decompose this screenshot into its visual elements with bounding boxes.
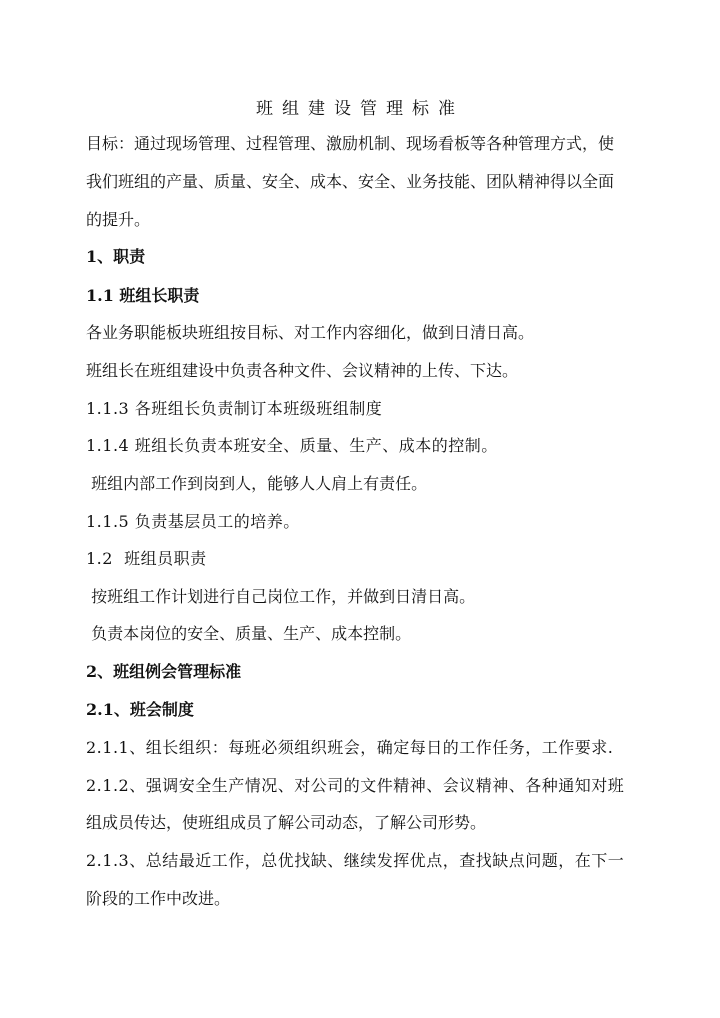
paragraph-line: 负责本岗位的安全、质量、生产、成本控制。 — [86, 624, 412, 643]
section-heading: 1、职责 — [86, 247, 146, 266]
paragraph-line: 1.1.5 负责基层员工的培养。 — [86, 512, 300, 531]
subsection-heading: 1.1 班组长职责 — [86, 286, 200, 305]
paragraph-line: 班组长在班组建设中负责各种文件、会议精神的上传、下达。 — [86, 361, 519, 380]
paragraph-line: 的提升。 — [86, 210, 151, 229]
document-title: 班组建设管理标准 — [256, 99, 464, 119]
paragraph-line: 目标：通过现场管理、过程管理、激励机制、现场看板等各种管理方式，使 — [86, 134, 615, 153]
paragraph-line: 组成员传达，使班组成员了解公司动态，了解公司形势。 — [86, 813, 487, 832]
subsection-heading: 2.1、班会制度 — [86, 700, 194, 719]
paragraph-line: 我们班组的产量、质量、安全、成本、安全、业务技能、团队精神得以全面 — [86, 172, 615, 191]
subsection-heading-plain: 1.2 班组员职责 — [86, 549, 207, 568]
paragraph-line: 各业务职能板块班组按目标、对工作内容细化，做到日清日高。 — [86, 323, 535, 342]
paragraph-line: 2.1.1、组长组织：每班必须组织班会，确定每日的工作任务，工作要求. — [86, 738, 614, 757]
paragraph-line: 1.1.3 各班组长负责制订本班级班组制度 — [86, 399, 383, 418]
paragraph-line: 1.1.4 班组长负责本班安全、质量、生产、成本的控制。 — [86, 436, 498, 455]
paragraph-line: 2.1.2、强调安全生产情况、对公司的文件精神、会议精神、各种通知对班 — [86, 776, 625, 795]
section-heading: 2、班组例会管理标准 — [86, 662, 242, 681]
paragraph-line: 阶段的工作中改进。 — [86, 889, 231, 908]
paragraph-line: 班组内部工作到岗到人，能够人人肩上有责任。 — [86, 474, 428, 493]
paragraph-line: 按班组工作计划进行自己岗位工作，并做到日清日高。 — [86, 587, 476, 606]
paragraph-line: 2.1.3、总结最近工作，总优找缺、继续发挥优点，查找缺点问题，在下一 — [86, 851, 625, 870]
